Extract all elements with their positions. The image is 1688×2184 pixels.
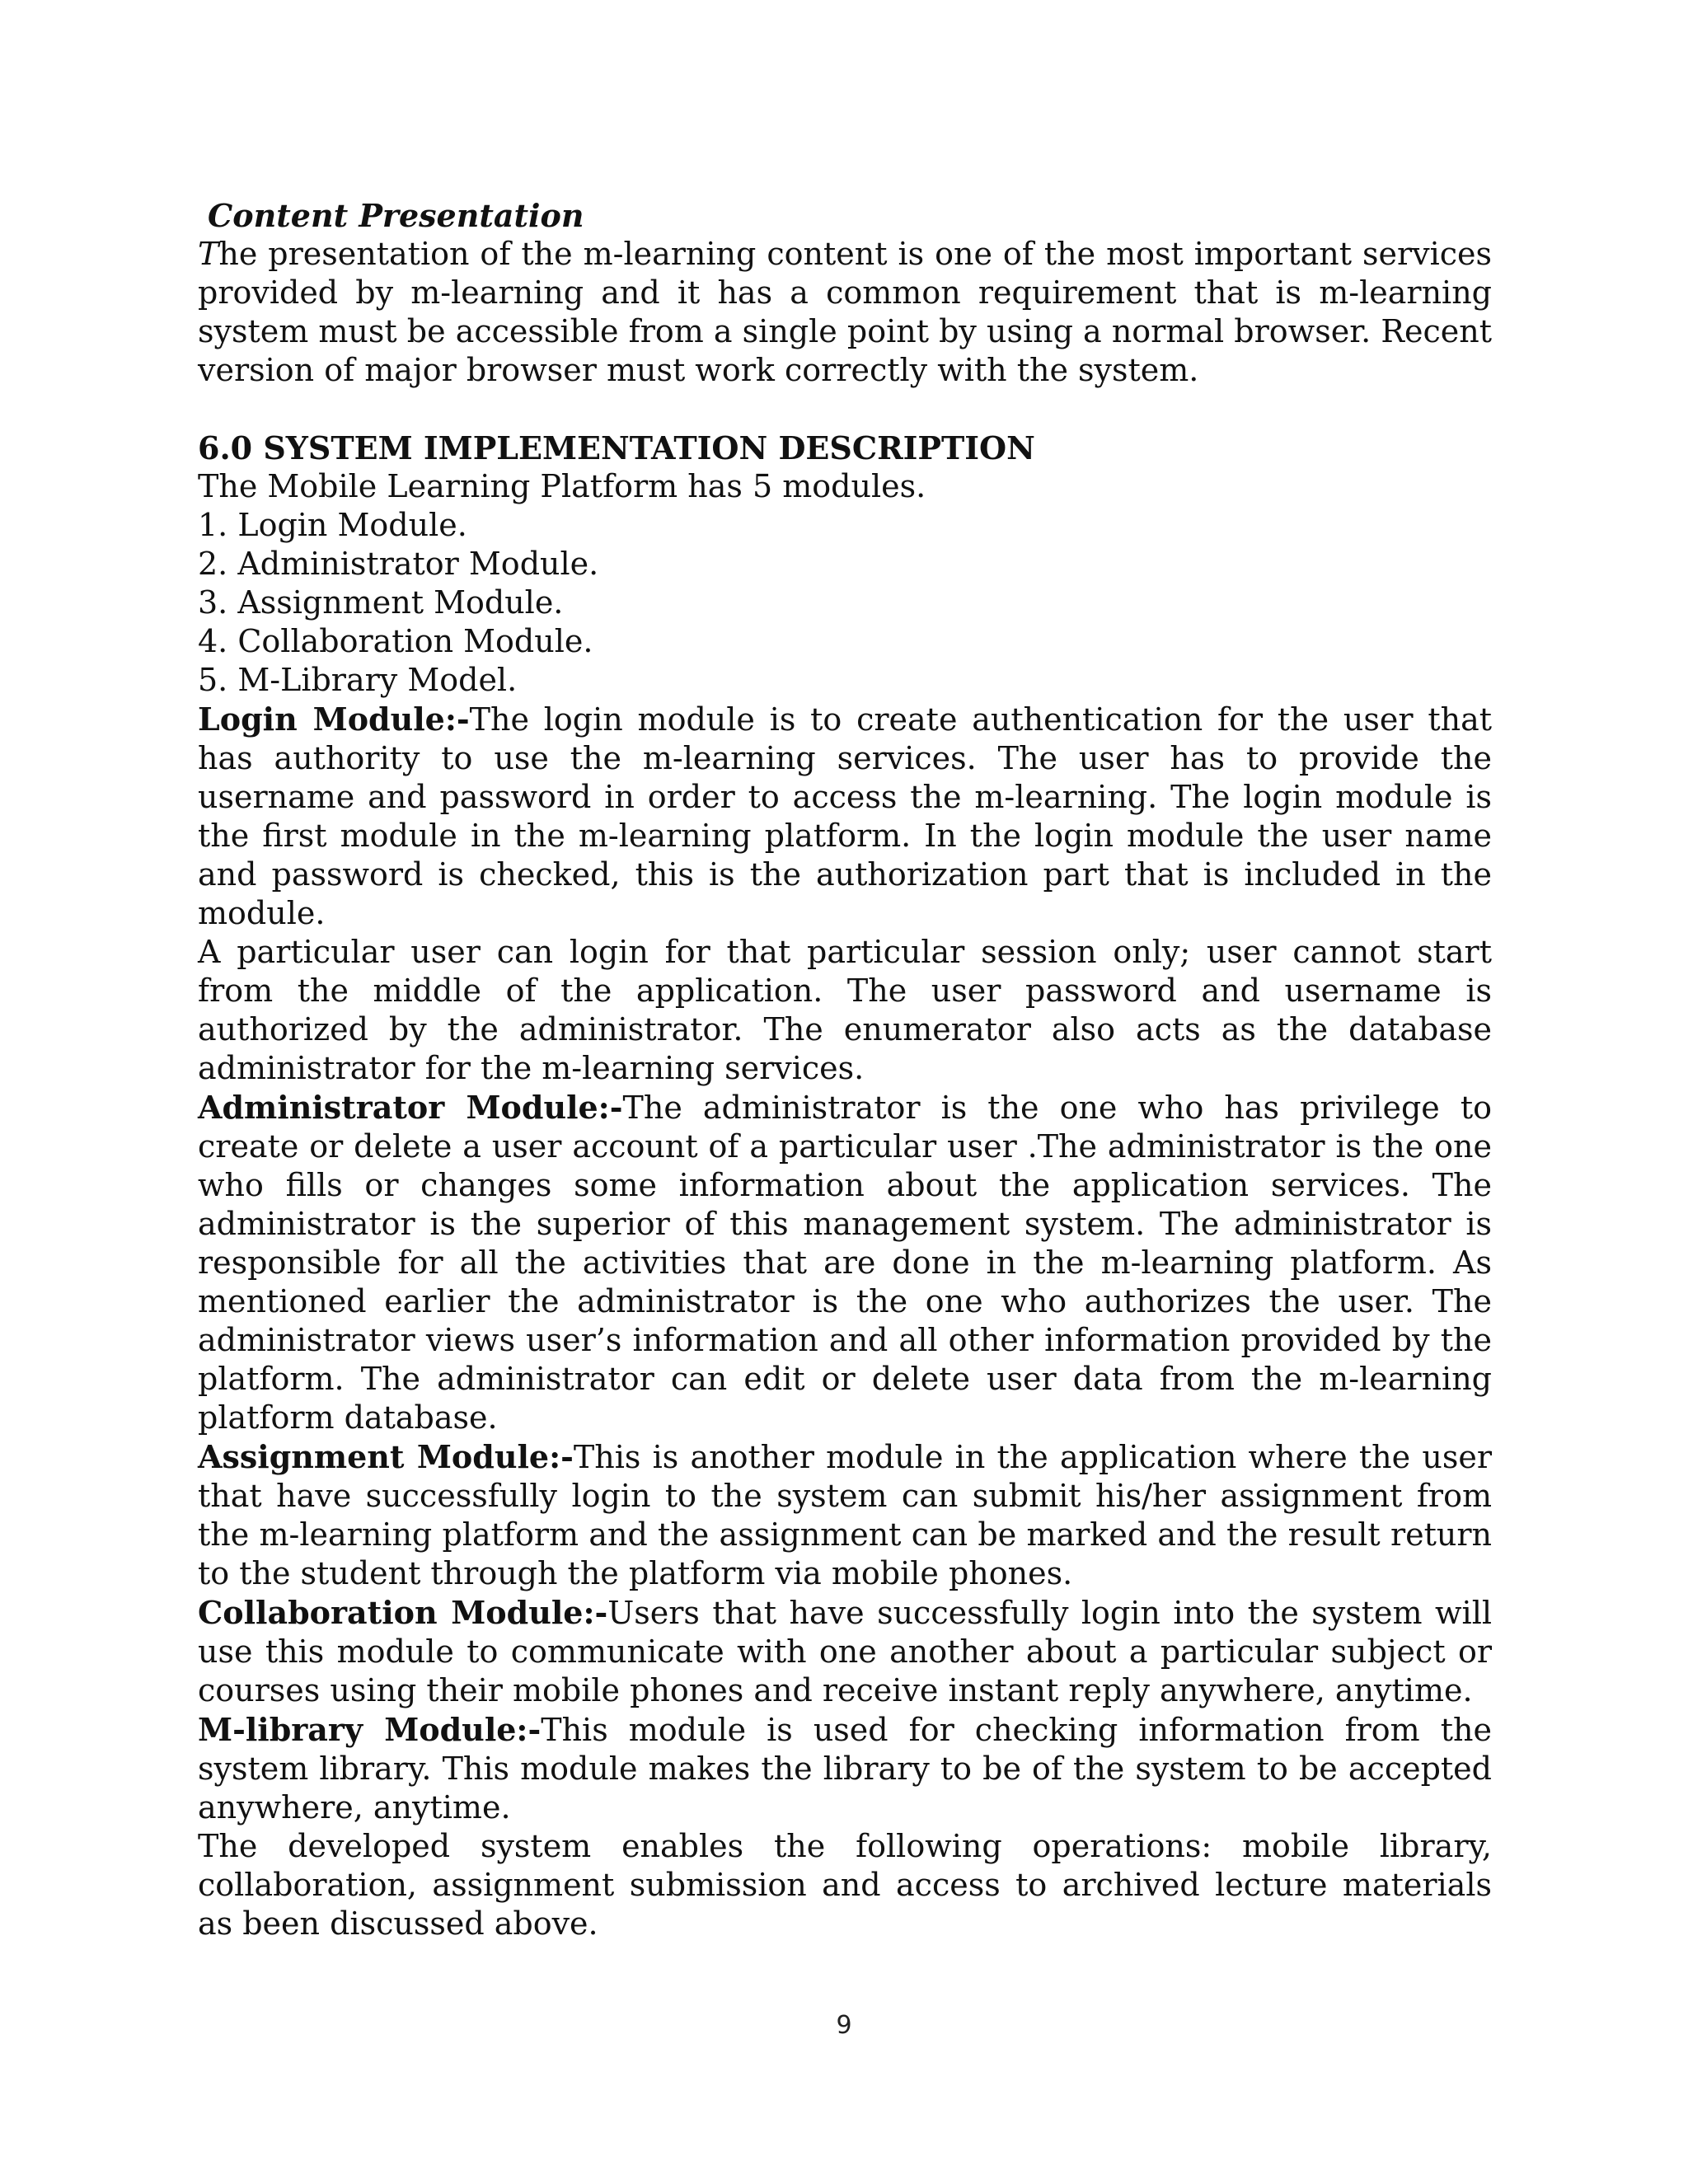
collaboration-module-lead: Collaboration Module:-: [198, 1594, 608, 1631]
mlibrary-module-lead: M-library Module:-: [198, 1711, 542, 1748]
mlibrary-module-text: This module is used for checking information from the system library. This module makes the library to be of the system to be accepted anywhere, anytime.: [198, 1712, 1492, 1825]
content-presentation-heading: Content Presentation: [208, 197, 584, 234]
module-list-item: 2. Administrator Module.: [198, 546, 599, 582]
document-page: [198, 196, 1492, 1943]
module-list-item: 3. Assignment Module.: [198, 584, 564, 621]
collaboration-module-text: Users that have successfully login into the system will use this module to communicate with one another about a particular subject or courses using their mobile phones and receive instant reply anywhere, anytime.: [198, 1595, 1492, 1708]
module-list-item: 4. Collaboration Module.: [198, 623, 593, 659]
module-list-item: 5. M-Library Model.: [198, 662, 518, 698]
content-presentation-paragraph: [198, 235, 1492, 390]
module-list-item: 1. Login Module.: [198, 507, 467, 543]
drop-letter: T: [198, 236, 219, 272]
login-module-lead: Login Module:-: [198, 701, 470, 738]
login-module-text: The login module is to create authentication for the user that has authority to use the m-learning services. The user has to provide the username and password in order to access the m-learning. The login module is the first module in the m-learning platform. In the login module the user name and password is checked, this is the authorization part that is included in the module.: [198, 701, 1492, 931]
assignment-module-lead: Assignment Module:-: [198, 1438, 574, 1475]
mlibrary-module-paragraph: [198, 1710, 1492, 1827]
page-number: 9: [836, 2011, 852, 2040]
login-extra-paragraph: A particular user can login for that particular session only; user cannot start from the middle of the application. The user password and username is authorized by the administrator. The enumerator also acts as the database administrator for the m-learning services.: [198, 934, 1492, 1086]
closing-paragraph: The developed system enables the following operations: mobile library, collaboration, assignment submission and access to archived lecture materials as been discussed above.: [198, 1828, 1492, 1942]
administrator-module-text: The administrator is the one who has privilege to create or delete a user account of a particular user .The administrator is the one who fills or changes some information about the application services. The administrator is the superior of this management system. The administrator is responsible for all the activities that are done in the m-learning platform. As mentioned earlier the administrator is the one who authorizes the user. The administrator views user’s information and all other information provided by the platform. The administrator can edit or delete user data from the m-learning platform database.: [198, 1090, 1492, 1436]
login-module-paragraph: [198, 700, 1492, 933]
content-presentation-text: he presentation of the m-learning content is one of the most important services provided by m-learning and it has a common requirement that is m-learning system must be accessible from a single point by using a normal browser. Recent version of major browser must work correctly with the system.: [198, 236, 1492, 388]
assignment-module-paragraph: [198, 1437, 1492, 1593]
administrator-module-paragraph: [198, 1088, 1492, 1437]
module-list: [198, 506, 1492, 700]
assignment-module-text: This is another module in the application where the user that have successfully login to the system can submit his/her assignment from the m-learning platform and the assignment can be marked and the result return to the student through the platform via mobile phones.: [198, 1439, 1492, 1591]
administrator-module-lead: Administrator Module:-: [198, 1089, 623, 1126]
section-heading: 6.0 SYSTEM IMPLEMENTATION DESCRIPTION: [198, 429, 1035, 466]
collaboration-module-paragraph: [198, 1593, 1492, 1710]
section-intro: The Mobile Learning Platform has 5 modules.: [198, 468, 926, 504]
